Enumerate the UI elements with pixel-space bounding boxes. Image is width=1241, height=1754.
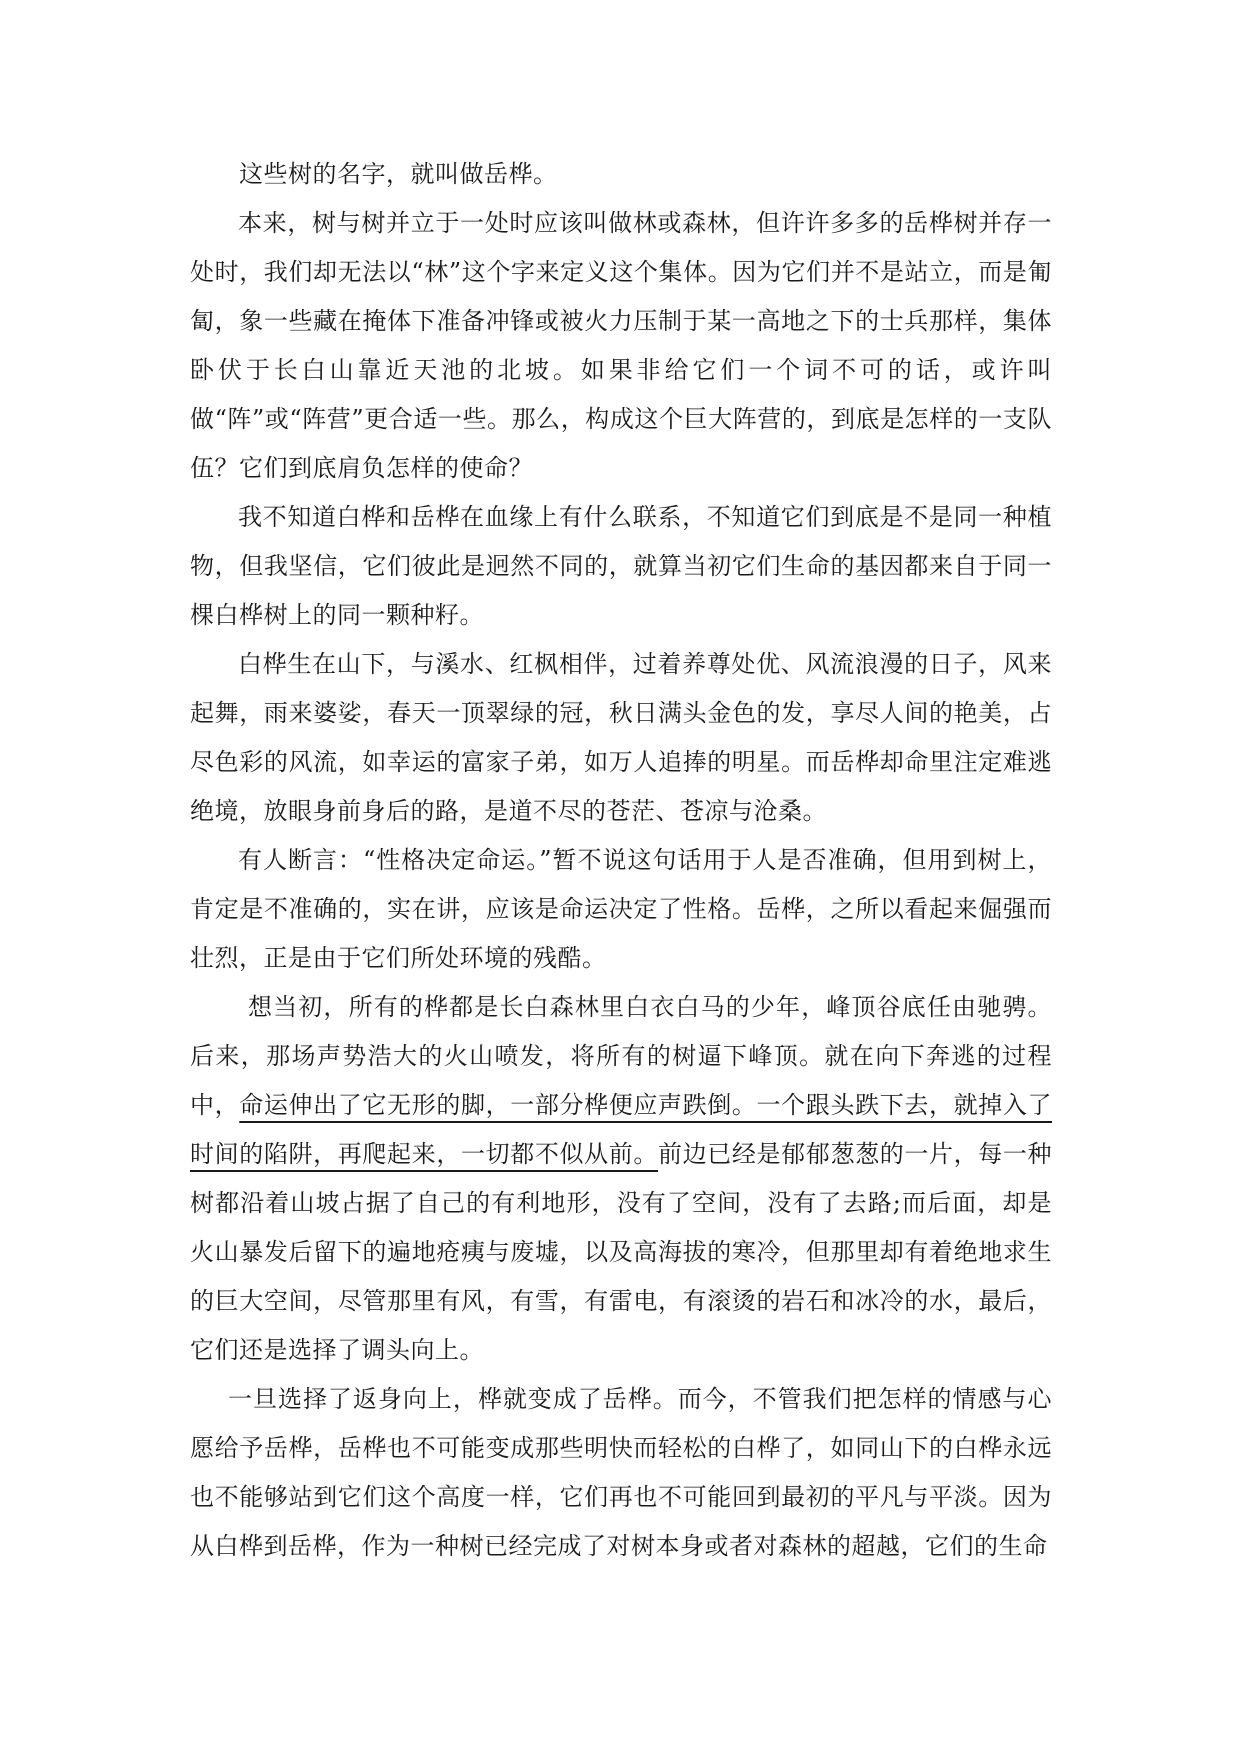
paragraph-7: 一旦选择了返身向上，桦就变成了岳桦。而今，不管我们把怎样的情感与心愿给予岳桦，岳桦也不可能变成那些明快而轻松的白桦了，如同山下的白桦永远也不能够站到它们这个高度一样，它们再也不可能回到最初的平凡与平淡。因为从白桦到岳桦，作为一种树已经完成了对树本身或者对森林的超越，它们的生命 xyxy=(190,1385,1052,1560)
paragraph-1: 这些树的名字，就叫做岳桦。 xyxy=(239,160,558,188)
paragraph-4: 白桦生在山下，与溪水、红枫相伴，过着养尊处优、风流浪漫的日子，风来起舞，雨来婆娑，春天一顶翠绿的冠，秋日满头金色的发，享尽人间的艳美，占尽色彩的风流，如幸运的富家子弟，如万人追捧的明星。而岳桦却命里注定难逃绝境，放眼身前身后的路，是道不尽的苍茫、苍凉与沧桑。 xyxy=(190,650,1052,825)
paragraph-3: 我不知道白桦和岳桦在血缘上有什么联系，不知道它们到底是不是同一种植物，但我坚信，它们彼此是迥然不同的，就算当初它们生命的基因都来自于同一棵白桦树上的同一颗种籽。 xyxy=(190,503,1052,629)
paragraph-5: 有人断言：“性格决定命运。”暂不说这句话用于人是否准确，但用到树上，肯定是不准确的，实在讲，应该是命运决定了性格。岳桦，之所以看起来倔强而壮烈，正是由于它们所处环境的残酷。 xyxy=(190,846,1052,972)
paragraph-6 xyxy=(190,983,1052,1375)
paragraph-6-after: 前边已经是郁郁葱葱的一片，每一种树都沿着山坡占据了自己的有利地形，没有了空间，没有了去路;而后面，却是火山暴发后留下的遍地疮痍与废墟，以及高海拔的寒冷，但那里却有着绝地求生的巨大空间，尽管那里有风，有雪，有雷电，有滚烫的岩石和冰冷的水，最后，它们还是选择了调头向上。 xyxy=(190,1140,1052,1364)
underlined-sentence: 命运伸出了它无形的脚，一部分桦便应声跌倒。一个跟头跌下去，就掉入了时间的陷阱，再爬起来，一切都不似从前。 xyxy=(190,1091,1052,1168)
document-page xyxy=(190,150,1052,1571)
paragraph-6-before: 想当初，所有的桦都是长白森林里白衣白马的少年，峰顶谷底任由驰骋。后来，那场声势浩大的火山喷发，将所有的树逼下峰顶。就在向下奔逃的过程中， xyxy=(190,993,1052,1119)
paragraph-2: 本来，树与树并立于一处时应该叫做林或森林，但许许多多的岳桦树并存一处时，我们却无法以“林”这个字来定义这个集体。因为它们并不是站立，而是匍匐，象一些藏在掩体下准备冲锋或被火力压制于某一高地之下的士兵那样，集体卧伏于长白山靠近天池的北坡。如果非给它们一个词不可的话，或许叫做“阵”或“阵营”更合适一些。那么，构成这个巨大阵营的，到底是怎样的一支队伍？它们到底肩负怎样的使命？ xyxy=(190,209,1052,482)
